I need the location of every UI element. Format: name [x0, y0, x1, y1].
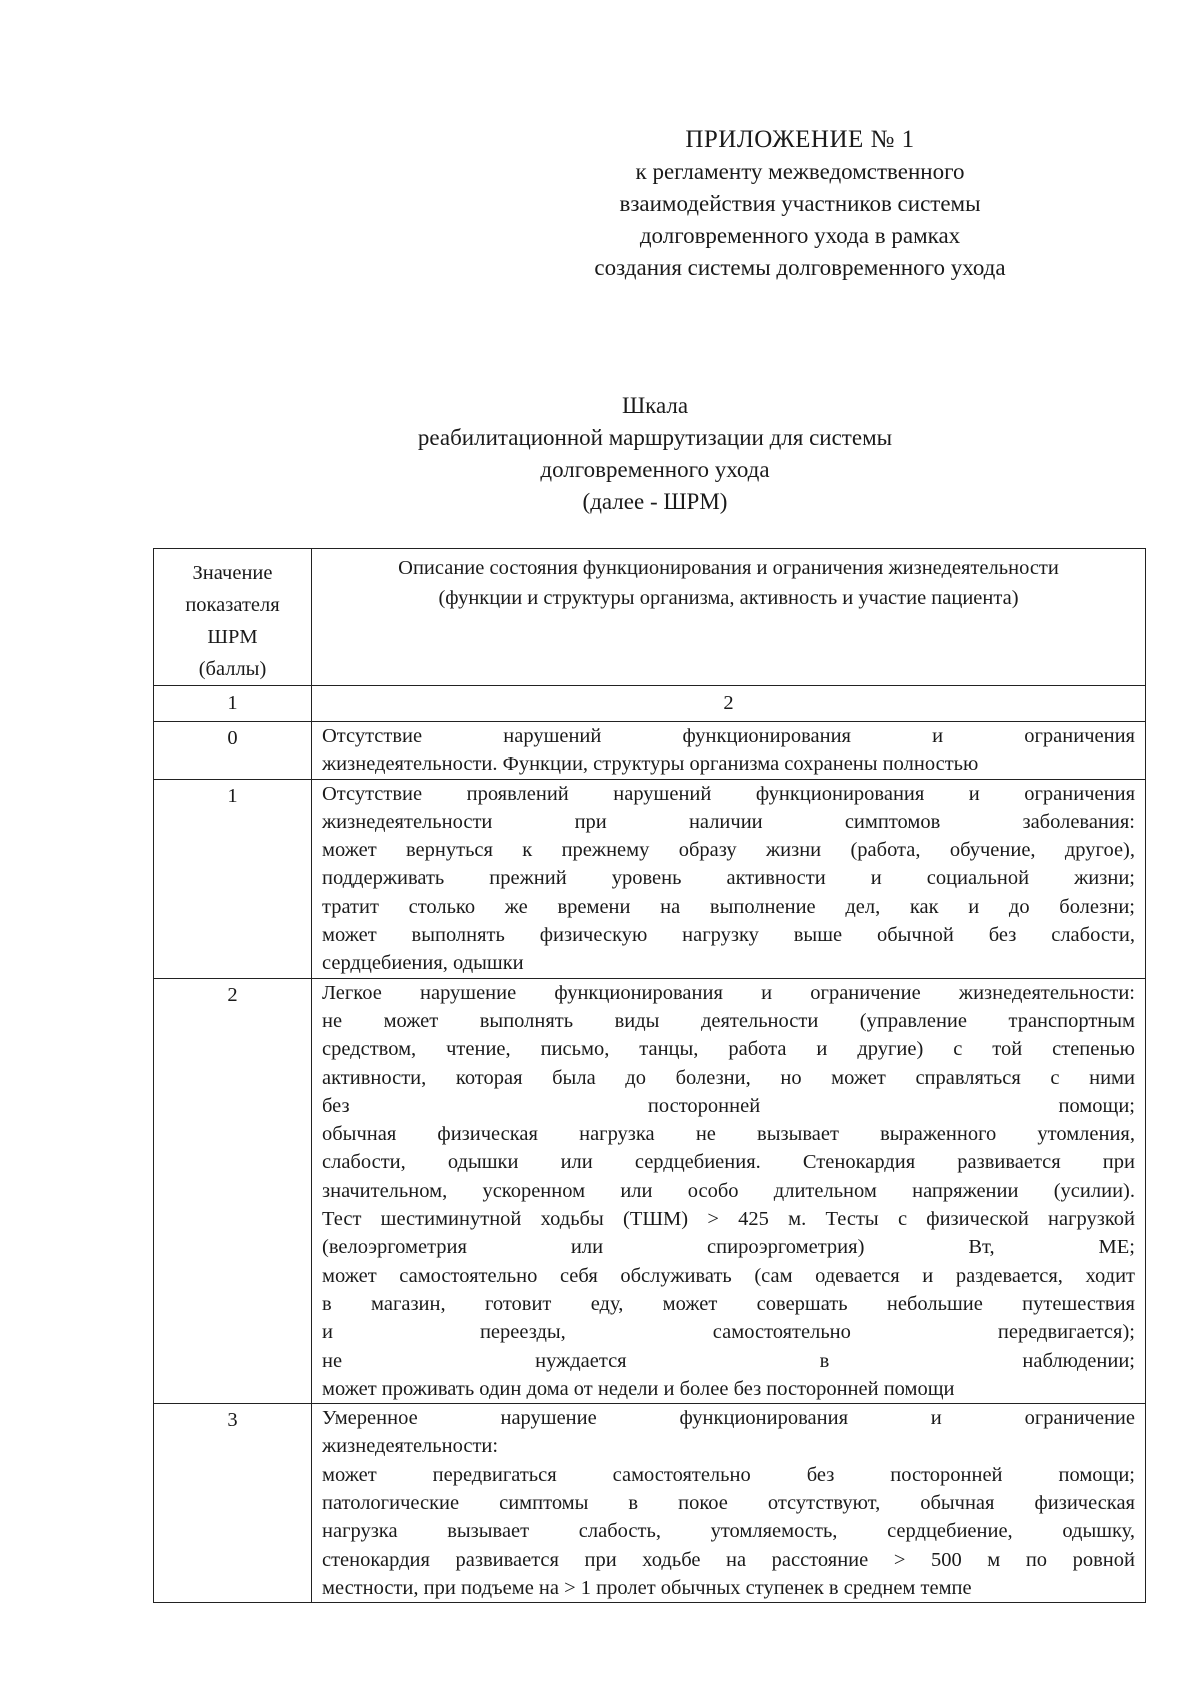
- description-cell: [312, 722, 1146, 780]
- table-row: [154, 722, 1146, 780]
- header-description-line: (функции и структуры организма, активность и участие пациента): [438, 587, 1019, 609]
- description-line: не может выполнять виды деятельности (управление транспортным: [322, 1009, 1135, 1032]
- description-line: может передвигаться самостоятельно без посторонней помощи;: [322, 1463, 1135, 1486]
- description-line: жизнедеятельности:: [322, 1435, 499, 1458]
- description-line: Отсутствие нарушений функционирования и ограничения: [322, 725, 1135, 747]
- table-header-row: [154, 549, 1146, 686]
- document-title-line: реабилитационной маршрутизации для системы: [417, 425, 893, 450]
- document-title-line: (далее - ШРМ): [582, 489, 728, 514]
- description-line: значительном, ускоренном или особо длительном напряжении (усилии).: [322, 1179, 1135, 1202]
- appendix-line: создания системы долговременного ухода: [594, 255, 1006, 280]
- description-cell: [312, 978, 1146, 1403]
- description-line: может проживать один дома от недели и более без посторонней помощи: [322, 1377, 955, 1400]
- description-line: слабости, одышки или сердцебиения. Стенокардия развивается при: [322, 1151, 1135, 1174]
- description-line: стенокардия развивается при ходьбе на расстояние > 500 м по ровной: [322, 1548, 1135, 1571]
- description-line: Легкое нарушение функционирования и ограничение жизнедеятельности:: [322, 981, 1135, 1004]
- description-line: может самостоятельно себя обслуживать (сам одевается и раздевается, ходит: [322, 1264, 1135, 1287]
- header-score-line: (баллы): [198, 658, 267, 680]
- description-cell: [312, 779, 1146, 978]
- description-line: Тест шестиминутной ходьбы (ТШМ) > 425 м. Тесты с физической нагрузкой: [322, 1208, 1135, 1231]
- header-description-line: Описание состояния функционирования и ограничения жизнедеятельности: [398, 557, 1059, 579]
- appendix-header: [520, 124, 1080, 284]
- appendix-line: долговременного ухода в рамках: [639, 223, 961, 248]
- score-cell: 2: [154, 978, 312, 1403]
- shrm-table: [153, 548, 1146, 1603]
- description-line: в магазин, готовит еду, может совершать небольшие путешествия: [322, 1292, 1135, 1315]
- description-line: обычная физическая нагрузка не вызывает выраженного утомления,: [322, 1123, 1135, 1146]
- appendix-line: взаимодействия участников системы: [619, 191, 981, 216]
- description-line: средством, чтение, письмо, танцы, работа и другие) с той степенью: [322, 1038, 1135, 1061]
- description-cell: [312, 1404, 1146, 1603]
- description-line: и переезды, самостоятельно передвигается);: [322, 1321, 1135, 1344]
- column-number-cell: 1: [154, 686, 312, 722]
- description-line: не нуждается в наблюдении;: [322, 1349, 1135, 1372]
- description-line: поддерживать прежний уровень активности и социальной жизни;: [322, 867, 1135, 890]
- description-line: жизнедеятельности. Функции, структуры организма сохранены полностью: [322, 753, 979, 776]
- description-line: нагрузка вызывает слабость, утомляемость, сердцебиение, одышку,: [322, 1520, 1135, 1543]
- document-title: [330, 390, 980, 518]
- header-score-line: Значение: [192, 562, 273, 584]
- description-line: местности, при подъеме на > 1 пролет обычных ступенек в среднем темпе: [322, 1576, 972, 1599]
- column-number-cell: 2: [312, 686, 1146, 722]
- score-cell: 1: [154, 779, 312, 978]
- description-line: тратит столько же времени на выполнение дел, как и до болезни;: [322, 895, 1135, 918]
- appendix-line: к регламенту межведомственного: [635, 159, 965, 184]
- column-number-row: [154, 686, 1146, 722]
- description-line: сердцебиения, одышки: [322, 952, 524, 975]
- score-cell: 3: [154, 1404, 312, 1603]
- description-line: может вернуться к прежнему образу жизни (работа, обучение, другое),: [322, 839, 1135, 862]
- score-cell: 0: [154, 722, 312, 780]
- description-line: может выполнять физическую нагрузку выше обычной без слабости,: [322, 924, 1135, 947]
- document-title-line: долговременного ухода: [540, 457, 770, 482]
- description-line: Умеренное нарушение функционирования и ограничение: [322, 1407, 1135, 1430]
- document-title-line: Шкала: [621, 393, 689, 418]
- header-description-cell: [312, 549, 1146, 686]
- description-line: без посторонней помощи;: [322, 1094, 1135, 1117]
- header-score-cell: [154, 549, 312, 686]
- table-row: [154, 978, 1146, 1403]
- description-line: Отсутствие проявлений нарушений функционирования и ограничения: [322, 782, 1135, 805]
- header-score-line: ШРМ: [207, 626, 258, 648]
- table-row: [154, 1404, 1146, 1603]
- appendix-title: ПРИЛОЖЕНИЕ № 1: [685, 126, 915, 153]
- description-line: (велоэргометрия или спироэргометрия) Вт, МЕ;: [322, 1236, 1135, 1259]
- header-score-line: показателя: [185, 594, 280, 616]
- description-line: жизнедеятельности при наличии симптомов заболевания:: [322, 810, 1135, 833]
- description-line: патологические симптомы в покое отсутствуют, обычная физическая: [322, 1492, 1135, 1515]
- table-row: [154, 779, 1146, 978]
- description-line: активности, которая была до болезни, но может справляться с ними: [322, 1066, 1135, 1089]
